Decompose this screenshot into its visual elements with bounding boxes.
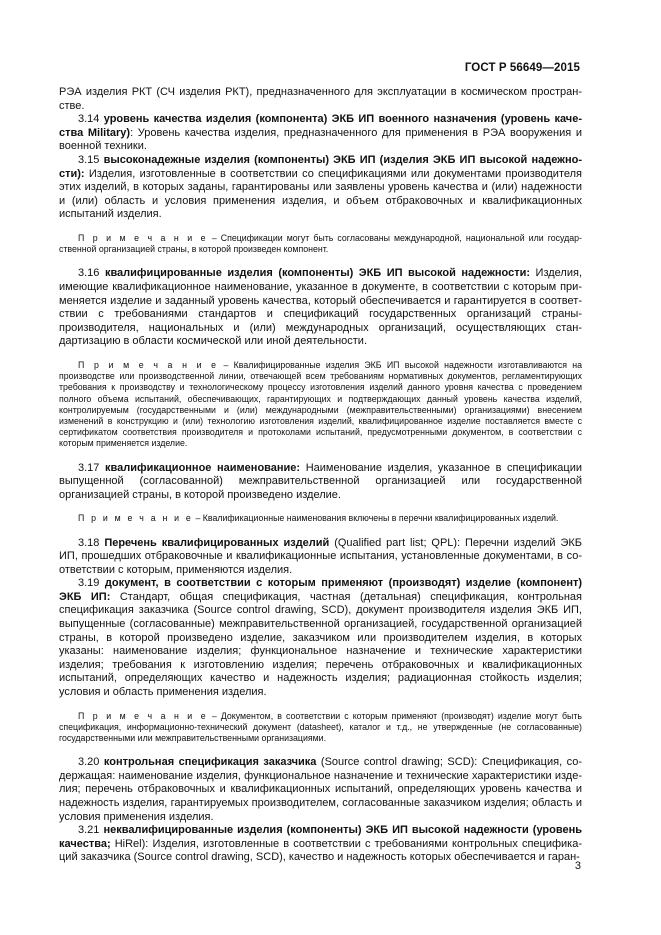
clause-number: 3.14 <box>78 113 100 126</box>
term: неквалифицированные изделия (компоненты) ЭКБ ИП высокой надежности (уровень качества; <box>59 824 582 850</box>
definition-text: Наименование изделия, указанное в спецификации выпущенной (согласованной) межправительственной организацией или государственной организацией страны, в которой произведено изделие. <box>59 461 583 501</box>
intro-paragraph: РЭА изделия РКТ (СЧ изделия РКТ), предназначенного для эксплуатации в космическом пространстве. <box>59 86 582 112</box>
term: квалифицированные изделия (компоненты) ЭКБ ИП высокой надежности: <box>104 267 531 280</box>
document-header: ГОСТ Р 56649—2015 <box>464 62 580 74</box>
definition-text: (Source control drawing; SCD): Спецификация, содержащая: наименование изделия, функциональное назначение и технические характеристики изделия; перечень отбраковочных и квалификационных испытаний, определяющих уровень качества и надежность изделия, гарантируемых производителем, согласованные заказчиком изделия; область и условия применения изделия. <box>59 756 583 823</box>
clause-number: 3.15 <box>78 153 100 166</box>
clause-number: 3.17 <box>78 461 100 474</box>
definition-text: HiRel): Изделия, изготовленные в соответствии с требованиями контрольных спецификаций заказчика (Source control drawing, SCD), качество и надежность которых обеспечивается и гаран- <box>59 837 582 864</box>
clause-number: 3.20 <box>78 756 100 769</box>
definition-text: Изделия, имеющие квалификационное наименование, указанное в документе, в соответствии с которым применяется изделие и заданный уровень качества, который обеспечивается и гарантируется в соответствии с требованиями стандартов и спецификаций государственных организаций страны-производителя, национальных и (или) международных организаций, осуществляющих стандартизацию в области космической или иной деятельности. <box>59 267 583 348</box>
note-3-19 <box>59 711 582 745</box>
note-label: П р и м е ч а н и е <box>78 232 208 243</box>
definition-text: (Qualified part list; QPL): Перечни изделий ЭКБ ИП, прошедших отбраковочные и квалификационные испытания, установленные документами, в соответствии с которым, применяются изделия. <box>59 536 582 576</box>
definition-3-15 <box>59 154 582 222</box>
definition-3-16 <box>59 267 582 349</box>
clause-number: 3.16 <box>78 267 100 280</box>
note-3-15 <box>59 233 582 255</box>
note-label: П р и м е ч а н и е <box>78 710 208 721</box>
document-body <box>59 86 582 865</box>
note-3-16 <box>59 360 582 450</box>
note-3-17 <box>59 513 582 524</box>
definition-3-14 <box>59 113 582 154</box>
note-text: – Квалифицированные изделия ЭКБ ИП высокой надежности изготавливаются на производстве или производственной линии, отвечающей всем требованиям нормативных документов, регламентирующих требования к производству и технологическому процессу изготовления изделий данного уровня качества с проведением полного объема испытаний, обеспечивающих, гарантирующих и подтверждающих данный уровень качества изделий, контролируемым (государственными и (или) международными (межправительственными) организациями) внесением изменений в конструкцию и (или) технологию изготовления изделий, квалифицированное изделие поставляется вместе с сертификатом соответствия производителя и протоколами испытаний, предусмотренными документом, в соответствии с которым применяется изделие. <box>59 359 582 449</box>
term: высоконадежные изделия (компоненты) ЭКБ ИП (изделия ЭКБ ИП высокой надежности): <box>59 153 582 180</box>
note-label: П р и м е ч а н и е <box>78 359 219 370</box>
clause-number: 3.19 <box>78 577 100 590</box>
definition-text: Стандарт, общая спецификация, частная (детальная) спецификация, контрольная спецификация заказчика (Source control drawing, SCD), документ производителя изделия ЭКБ ИП, выпущенные (согласованные) межправительственной организацией, государственной организацией страны, в которой произведено изделие, заказчиком или производителем изделия, в которых указаны: наименование изделия; функциональное назначение и технические характеристики изделия; требования к изготовлению изделия; перечень отбраковочных и квалификационных испытаний, определяющих качество и надежность изделия; радиационная стойкость изделия; условия и область применения изделия. <box>59 590 582 699</box>
clause-number: 3.18 <box>78 536 100 549</box>
note-text: – Документом, в соответствии с которым применяют (производят) изделие могут быть спецификация, информационно-технический документ (datasheet), каталог и т.д., не утвержденные (не согласованные) государственными или межправительственными организациями. <box>59 710 582 744</box>
term: Перечень квалифицированных изделий <box>104 536 330 549</box>
term: документ, в соответствии с которым применяют (производят) изделие (компонент) ЭКБ ИП: <box>59 577 583 603</box>
definition-3-20 <box>59 756 582 824</box>
note-text: – Квалификационные наименования включены в перечни квалифицированных изделий. <box>193 513 559 524</box>
definition-text: Изделия, изготовленные в соответствии со спецификациями или документами производителя этих изделий, в которых заданы, гарантированы или заявлены уровень качества и (или) надежности и (или) область и условия применения изделия, и объем отбраковочных и квалификационных испытаний изделия. <box>59 167 582 221</box>
note-text: – Спецификации могут быть согласованы международной, национальной или государственной организацией страны, в которой произведен компонент. <box>59 232 582 255</box>
definition-text: : Уровень качества изделия, предназначенного для применения в РЭА вооружения и военной техники. <box>59 126 582 153</box>
term: контрольная спецификация заказчика <box>103 756 317 769</box>
definition-3-19 <box>59 577 582 699</box>
note-label: П р и м е ч а н и е <box>78 513 194 524</box>
clause-number: 3.21 <box>78 824 100 837</box>
definition-3-17 <box>59 462 582 503</box>
definition-3-21 <box>59 824 582 865</box>
definition-3-18 <box>59 537 582 578</box>
page-number: 3 <box>574 860 581 872</box>
term: квалификационное наименование: <box>105 461 301 474</box>
term: уровень качества изделия (компонента) ЭКБ ИП военного назначения (уровень качества Military) <box>59 113 582 139</box>
